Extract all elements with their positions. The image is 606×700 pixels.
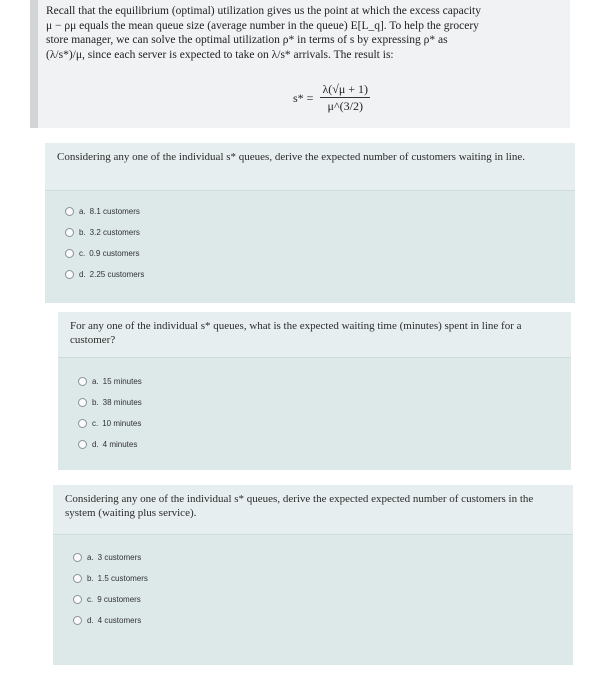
- intro-line-4: (λ/s*)/μ, since each server is expected to take on λ/s* arrivals. The result is:: [46, 48, 394, 61]
- question-2-text: For any one of the individual s* queues, what is the expected waiting time (minutes) spent in line for a customer?: [58, 312, 571, 358]
- option-label: 8.1 customers: [89, 207, 140, 216]
- q3-option-c[interactable]: c. 9 customers: [73, 589, 573, 610]
- q2-option-a[interactable]: a. 15 minutes: [78, 371, 571, 392]
- option-label: 4 customers: [97, 616, 142, 625]
- radio-button[interactable]: [73, 616, 82, 625]
- intro-text-block: [30, 0, 570, 128]
- option-label: 9 customers: [97, 595, 141, 604]
- radio-button[interactable]: [78, 419, 87, 428]
- q3-option-b[interactable]: b. 1.5 customers: [73, 568, 573, 589]
- radio-button[interactable]: [65, 207, 74, 216]
- radio-button[interactable]: [78, 398, 87, 407]
- q3-option-d[interactable]: d. 4 customers: [73, 610, 573, 631]
- option-label: 2.25 customers: [89, 270, 145, 279]
- intro-line-2: μ − ρμ equals the mean queue size (average number in the queue) E[L_q]. To help the grocery: [46, 19, 479, 32]
- radio-button[interactable]: [65, 270, 74, 279]
- formula: [293, 82, 370, 114]
- q2-option-d[interactable]: d. 4 minutes: [78, 434, 571, 455]
- formula-numerator: λ(√μ + 1): [322, 82, 369, 96]
- intro-line-1: Recall that the equilibrium (optimal) utilization gives us the point at which the excess capacity: [46, 5, 481, 17]
- radio-button[interactable]: [73, 574, 82, 583]
- radio-button[interactable]: [73, 595, 82, 604]
- q2-option-c[interactable]: c. 10 minutes: [78, 413, 571, 434]
- q1-option-b[interactable]: b. 3.2 customers: [65, 222, 575, 243]
- intro-line-3: store manager, we can solve the optimal utilization ρ* in terms of s by expressing ρ* as: [46, 34, 448, 46]
- question-card-3: [53, 485, 573, 665]
- option-label: 1.5 customers: [97, 574, 148, 583]
- question-3-options: [53, 535, 573, 631]
- option-label: 0.9 customers: [89, 249, 140, 258]
- q1-option-c[interactable]: c. 0.9 customers: [65, 243, 575, 264]
- formula-lhs: s* =: [293, 90, 314, 105]
- q3-option-a[interactable]: a. 3 customers: [73, 547, 573, 568]
- option-label: 10 minutes: [102, 419, 142, 428]
- option-label: 3.2 customers: [89, 228, 140, 237]
- radio-button[interactable]: [78, 440, 87, 449]
- question-1-options: [45, 191, 575, 285]
- question-2-options: [58, 358, 571, 455]
- radio-button[interactable]: [73, 553, 82, 562]
- formula-fraction: [320, 82, 370, 114]
- option-label: 4 minutes: [102, 440, 138, 449]
- formula-denominator: μ^(3/2): [327, 99, 363, 113]
- question-1-text: Considering any one of the individual s* queues, derive the expected number of customers waiting in line.: [45, 143, 575, 191]
- radio-button[interactable]: [65, 228, 74, 237]
- option-label: 38 minutes: [102, 398, 142, 407]
- radio-button[interactable]: [78, 377, 87, 386]
- option-label: 15 minutes: [102, 377, 142, 386]
- question-3-text: Considering any one of the individual s* queues, derive the expected expected number of customers in the system (waiting plus service).: [53, 485, 573, 535]
- q2-option-b[interactable]: b. 38 minutes: [78, 392, 571, 413]
- question-card-2: [58, 312, 571, 470]
- q1-option-d[interactable]: d. 2.25 customers: [65, 264, 575, 285]
- option-label: 3 customers: [97, 553, 142, 562]
- radio-button[interactable]: [65, 249, 74, 258]
- question-card-1: [45, 143, 575, 303]
- q1-option-a[interactable]: a. 8.1 customers: [65, 201, 575, 222]
